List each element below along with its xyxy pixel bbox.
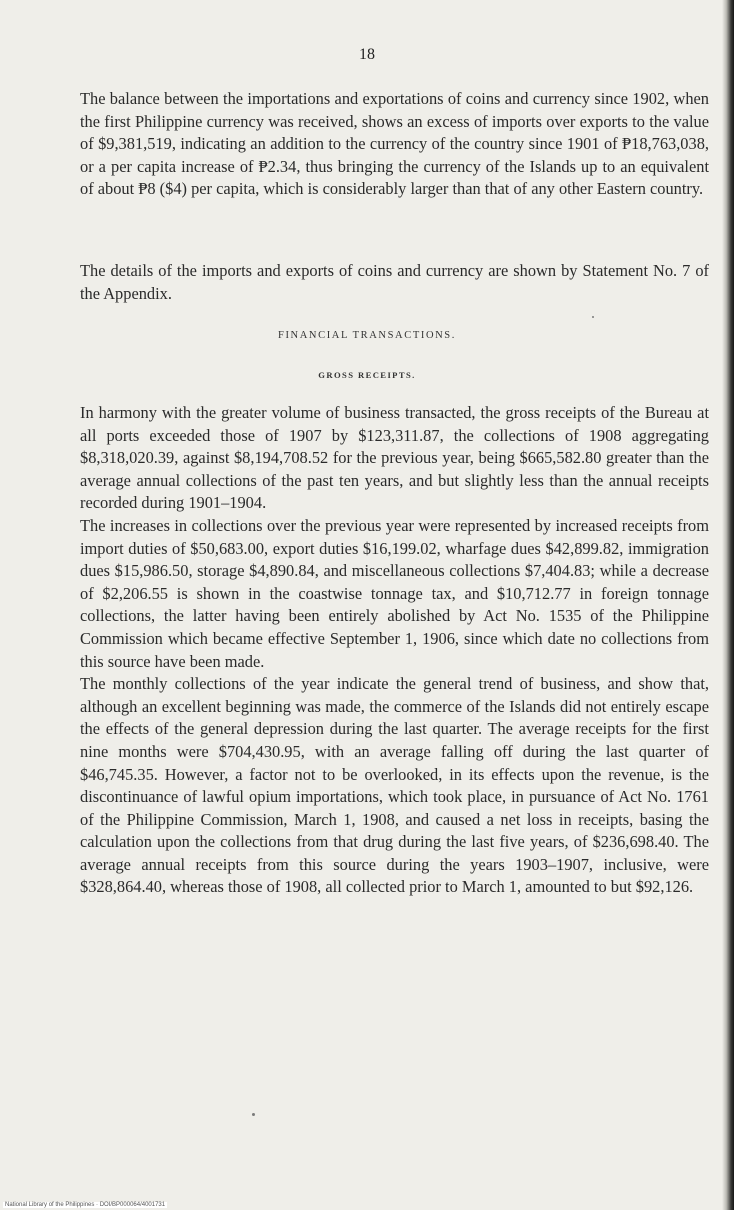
paragraph-monthly-collections: The monthly collections of the year indicate the general trend of business, and show that, although an excellent beginning was made, the commerce of the Islands did not entirely escape the effects of the general depression during the last quarter. The average receipts for the first nine months were $704,430.95, with an average falling off during the last quarter of $46,745.35. However, a factor not to be overlooked, in its effects upon the revenue, is the discontinuance of lawful opium importations, which took place, in pursuance of Act No. 1761 of the Philippine Commission, March 1, 1908, and caused a net loss in receipts, basing the calculation upon the collections from that drug during the last five years, of $236,698.40. The average annual receipts from this source during the years 1903–1907, inclusive, were $328,864.40, whereas those of 1908, all collected prior to March 1, amounted to but $92,126. <box>80 674 709 897</box>
paragraph-gross-receipts: In harmony with the greater volume of business transacted, the gross receipts of the Bureau at all ports exceeded those of 1907 by $123,311.87, the collections of 1908 aggregating $8,318,020.39, against $8,194,708.52 for the previous year, being $665,582.80 greater than the average annual collections of the past ten years, and but slightly less than the annual receipts recorded during 1901–1904. <box>80 403 709 513</box>
paragraph-collection-increases: The increases in collections over the previous year were represented by increased receipts from import duties of $50,683.00, export duties $16,199.02, wharfage dues $42,899.82, immigration dues $15,986.50, storage $4,890.84, and miscellaneous collections $7,404.83; while a decrease of $2,206.55 is shown in the coastwise tonnage tax, and $10,712.77 in foreign tonnage collections, the latter having been entirely abolished by Act No. 1535 of the Philippine Commission which became effective September 1, 1906, since which date no collections from this source have been made. <box>80 515 709 671</box>
section-heading: FINANCIAL TRANSACTIONS. <box>278 330 456 341</box>
page-edge-shadow <box>722 0 734 1210</box>
print-speck <box>592 316 594 318</box>
paragraph-currency-balance: The balance between the importations and exportations of coins and currency since 1902, when the first Philippine currency was received, shows an excess of imports over exports to the value of $9,381,519, indicating an addition to the currency of the country since 1901 of ₱18,763,038, or a per capita increase of ₱2.34, thus bringing the currency of the Islands up to an equivalent of about ₱8 ($4) per capita, which is considerably larger than that of any other Eastern country. <box>80 89 709 199</box>
subsection-heading: GROSS RECEIPTS. <box>318 370 416 380</box>
intro-section <box>80 88 709 201</box>
gross-receipts-section <box>80 402 709 899</box>
page-number: 18 <box>359 46 375 63</box>
appendix-note-section <box>80 260 709 305</box>
print-speck <box>252 1113 255 1116</box>
scan-footer: National Library of the Philippines · DOI/BP000064/4001731 <box>5 1202 166 1208</box>
paragraph-appendix-reference: The details of the imports and exports of coins and currency are shown by Statement No. 7 of the Appendix. <box>80 261 709 303</box>
